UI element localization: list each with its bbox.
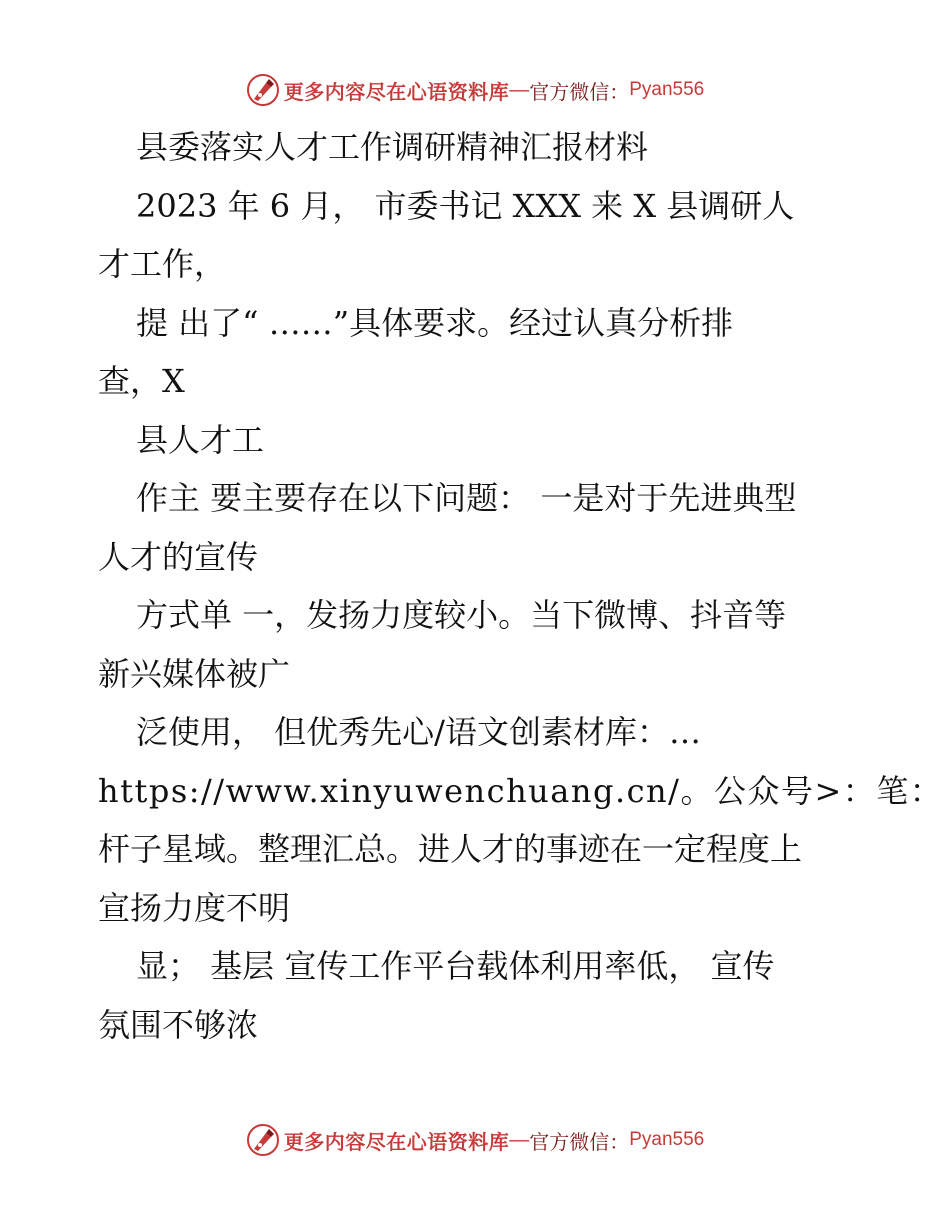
watermark-wechat-label: 官方微信： [529, 1129, 630, 1154]
paragraph-line: 方式单 一，发扬力度较小。当下微博、抖音等 [136, 596, 787, 634]
paragraph-line: 查，X [98, 362, 185, 400]
paragraph-line: 杆子星域。整理汇总。进人才的事迹在一定程度上 [98, 830, 803, 868]
paragraph-line: 宣扬力度不明 [98, 888, 291, 927]
paragraph-line: 提 出了“ ……”具体要求。经过认真分析排 [136, 303, 734, 342]
paragraph-line: 人才的宣传 [98, 537, 259, 576]
paragraph-line: 新兴媒体被广 [98, 654, 291, 693]
header-watermark [0, 70, 950, 110]
paragraph-line: 县人才工 [136, 420, 265, 459]
paragraph-line: 显； 基层 宣传工作平台载体利用率低， 宣传 [136, 947, 775, 985]
paragraph-line: 泛使用， 但优秀先心/语文创素材库：… [136, 713, 701, 751]
paragraph-line: 才工作， [98, 245, 227, 283]
footer-watermark [0, 1120, 950, 1160]
paragraph-line: 氛围不够浓 [98, 1005, 259, 1044]
pen-nib-logo-icon [246, 1123, 280, 1157]
document-title: 县委落实人才工作调研精神汇报材料 [136, 128, 649, 166]
watermark-separator: — [509, 78, 530, 101]
paragraph-line: 2023 年 6 月， 市委书记 XXX 来 X 县调研人 [136, 186, 795, 225]
watermark-wechat-id: Pyan556 [629, 1129, 705, 1150]
document-body [98, 118, 944, 1054]
watermark-wechat-id: Pyan556 [629, 79, 705, 100]
watermark-main-text: 更多内容尽在心语资料库 [283, 79, 510, 104]
watermark-wechat-label: 官方微信： [529, 79, 630, 104]
pen-nib-logo-icon [246, 73, 280, 107]
watermark-separator: — [509, 1128, 530, 1151]
paragraph-line-url: https://www.xinyuwenchuang.cn/。公众号>：笔： [98, 771, 944, 810]
watermark-main-text: 更多内容尽在心语资料库 [283, 1129, 510, 1154]
paragraph-line: 作主 要主要存在以下问题： 一是对于先进典型 [136, 479, 797, 517]
